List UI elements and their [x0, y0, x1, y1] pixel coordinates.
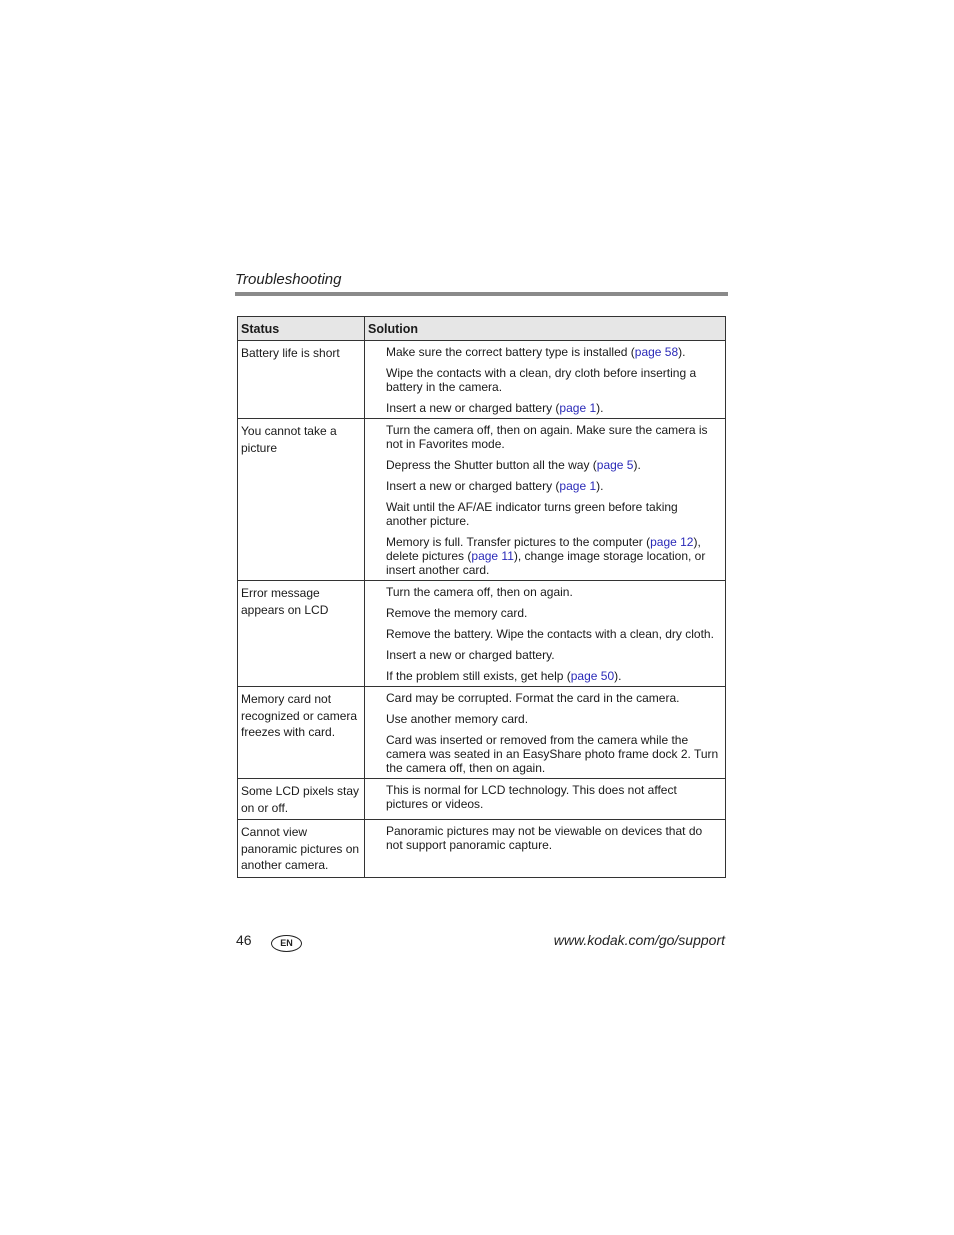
- table-row: [238, 820, 726, 878]
- status-cell: Battery life is short: [238, 341, 365, 419]
- status-cell: You cannot take a picture: [238, 419, 365, 581]
- solution-item: [386, 648, 720, 662]
- solution-cell: [365, 341, 726, 419]
- solution-cell: [365, 581, 726, 687]
- page-number: 46: [236, 932, 252, 948]
- solution-cell: [365, 820, 726, 878]
- solution-item: [386, 366, 720, 394]
- solution-item: [386, 712, 720, 726]
- solution-text: Turn the camera off, then on again.: [386, 585, 573, 599]
- language-badge: EN: [271, 935, 302, 952]
- page-reference-link[interactable]: page 5: [596, 458, 634, 472]
- solution-text: Depress the Shutter button all the way (: [386, 458, 597, 472]
- solution-text: ).: [596, 479, 604, 493]
- solution-cell: [365, 687, 726, 779]
- troubleshooting-table: [237, 316, 726, 878]
- solution-item: [386, 733, 720, 775]
- solution-text: Wait until the AF/AE indicator turns green before taking another picture.: [386, 500, 678, 528]
- table-header-row: [238, 317, 726, 341]
- solution-item: [386, 423, 720, 451]
- table-row: [238, 581, 726, 687]
- solution-text: ), change image storage location, or insert another card.: [386, 549, 706, 577]
- solution-item: [386, 535, 720, 577]
- page-header-title: Troubleshooting: [235, 271, 342, 288]
- solution-text: Insert a new or charged battery.: [386, 648, 555, 662]
- table-row: [238, 687, 726, 779]
- table-row: [238, 419, 726, 581]
- solution-item: [386, 458, 720, 472]
- solution-text: Memory is full. Transfer pictures to the computer (: [386, 535, 651, 549]
- solution-item: [386, 606, 720, 620]
- solution-text: ).: [596, 401, 604, 415]
- solution-item: [386, 783, 720, 811]
- page-reference-link[interactable]: page 11: [471, 549, 514, 563]
- solution-text: Remove the memory card.: [386, 606, 528, 620]
- solution-item: [386, 479, 720, 493]
- column-header-status: Status: [238, 317, 365, 341]
- solution-text: ).: [678, 345, 686, 359]
- status-cell: Cannot view panoramic pictures on another camera.: [238, 820, 365, 878]
- solution-item: [386, 500, 720, 528]
- solution-cell: [365, 779, 726, 820]
- header-rule: [235, 292, 728, 296]
- page-reference-link[interactable]: page 1: [559, 401, 597, 415]
- solution-text: ).: [614, 669, 622, 683]
- solution-item: [386, 345, 720, 359]
- solution-text: Insert a new or charged battery (: [386, 479, 560, 493]
- page-reference-link[interactable]: page 1: [559, 479, 597, 493]
- solution-text: Remove the battery. Wipe the contacts with a clean, dry cloth.: [386, 627, 714, 641]
- status-cell: Some LCD pixels stay on or off.: [238, 779, 365, 820]
- table-row: [238, 779, 726, 820]
- solution-text: Card was inserted or removed from the camera while the camera was seated in an EasyShare photo frame dock 2. Turn the camera off, then on again.: [386, 733, 719, 775]
- page-reference-link[interactable]: page 12: [650, 535, 694, 549]
- page-reference-link[interactable]: page 50: [570, 669, 615, 683]
- table-row: [238, 341, 726, 419]
- solution-text: This is normal for LCD technology. This does not affect pictures or videos.: [386, 783, 677, 811]
- solution-item: [386, 401, 720, 415]
- page-reference-link[interactable]: page 58: [634, 345, 679, 359]
- solution-text: Wipe the contacts with a clean, dry cloth before inserting a battery in the camera.: [386, 366, 697, 394]
- solution-text: ),: [693, 535, 701, 549]
- solution-text: Make sure the correct battery type is installed (: [386, 345, 635, 359]
- support-url-link[interactable]: www.kodak.com/go/support: [553, 932, 725, 948]
- column-header-solution: Solution: [365, 317, 726, 341]
- solution-item: [386, 585, 720, 599]
- solution-text: ).: [633, 458, 641, 472]
- status-cell: Error message appears on LCD: [238, 581, 365, 687]
- solution-text: If the problem still exists, get help (: [386, 669, 571, 683]
- solution-text: delete pictures (: [386, 549, 472, 563]
- solution-cell: [365, 419, 726, 581]
- status-cell: Memory card not recognized or camera freezes with card.: [238, 687, 365, 779]
- solution-text: Turn the camera off, then on again. Make sure the camera is not in Favorites mode.: [386, 423, 708, 451]
- solution-item: [386, 627, 720, 641]
- solution-text: Panoramic pictures may not be viewable on devices that do not support panoramic capture.: [386, 824, 703, 852]
- solution-item: [386, 824, 720, 852]
- solution-item: [386, 669, 720, 683]
- solution-text: Use another memory card.: [386, 712, 529, 726]
- solution-item: [386, 691, 720, 705]
- solution-text: Card may be corrupted. Format the card in the camera.: [386, 691, 680, 705]
- solution-text: Insert a new or charged battery (: [386, 401, 560, 415]
